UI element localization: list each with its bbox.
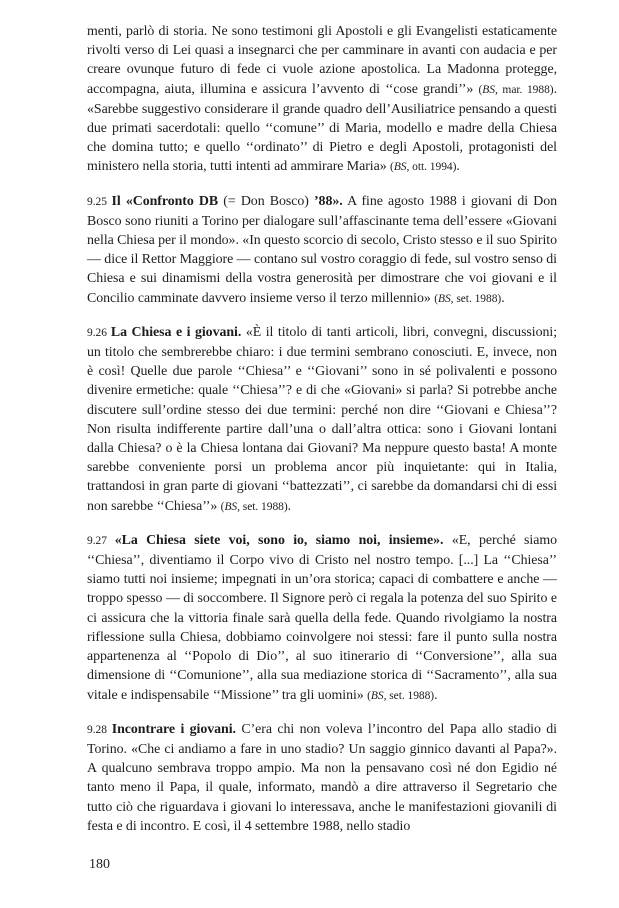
- citation-date: ott. 1994): [409, 161, 457, 174]
- body-text: .: [501, 290, 505, 306]
- section-number: 9.27: [87, 534, 115, 547]
- section-heading: Incontrare i giovani.: [111, 721, 236, 737]
- body-text: . «Sarebbe suggestivo considerare il grande quadro dell’Ausiliatrice pensando a questi due primati sacerdotali: quello ‘‘comune’’ di Maria, modello e madre della Chiesa che domina tutto; e quello ‘‘ordinato’’ di Pietro e degli Apostoli, protagonisti del ministero nella storia, tutti intenti ad ammirare Maria»: [87, 81, 557, 175]
- body-text: menti, parlò di storia. Ne sono testimoni gli Apostoli e gli Evangelisti estaticamente rivolti verso di Lei quasi a insegnarci che per camminare in avanti con audacia e per creare ovunque futuro di fede ci vuole azione apostolica. La Madonna protegge, accompagna, aiuta, illumina e assicura l’avvento di ‘‘cose grandi’’»: [87, 24, 557, 97]
- section-number: 9.26: [87, 326, 111, 339]
- paragraph-9-26: [87, 323, 557, 517]
- body-text: .: [287, 498, 292, 514]
- citation-source: BS,: [224, 500, 240, 513]
- citation: (BS, set. 1988): [220, 500, 288, 513]
- body-text: C’era chi non voleva l’incontro del Papa allo stadio di Torino. «Che ci andiamo a fare in uno stadio? Un saggio ginnico davanti al Papa?». A qualcuno sembrava troppo ampio. Ma non la pensavano così né don Egidio né tanto meno il Papa, il quale, informato, mandò a dire attraverso il Segretario che tutto ciò che riguardava i giovani lo interessava, anche le manifestazioni giovanili di festa e di incontro. E così, il 4 settembre 1988, nello stadio: [87, 721, 557, 834]
- paragraph-9-28: [87, 720, 557, 836]
- body-text: (= Don Bosco): [218, 193, 314, 209]
- paragraph-9-27: [87, 531, 557, 706]
- citation-date: set. 1988): [453, 292, 502, 305]
- citation: (BS, set. 1988): [367, 689, 435, 702]
- citation: (BS, set. 1988): [434, 292, 502, 305]
- body-text: «E, perché siamo ‘‘Chiesa’’, diventiamo il Corpo vivo di Cristo nel nostro tempo. [...] La ‘‘Chiesa’’ siamo tutti noi insieme; impegnati in un’ora storica; capaci di combattere e anche — troppo spesso — di soccombere. Il Signore però ci regala la potenza del suo Spirito e ci assicura che la vittoria finale sarà quella della fede. Quando rivolgiamo la nostra riflessione sulla Chiesa, dobbiamo coinvolgere noi stessi: fare il punto sulla nostra appartenenza al ‘‘Popolo di Dio’’, al suo itinerario di ‘‘Conversione’’, alla sua dimensione di ‘‘Comunione’’, alla sua mediazione storica di ‘‘Sacramento’’, alla sua vitale e indispensabile ‘‘Missione’’ tra gli uomini»: [87, 532, 557, 703]
- body-text: .: [456, 159, 460, 175]
- section-heading: La Chiesa e i giovani.: [110, 324, 242, 340]
- citation-date: set. 1988): [239, 500, 288, 513]
- citation-source: BS,: [393, 161, 410, 174]
- section-heading: «La Chiesa siete voi, sono io, siamo noi, insieme».: [114, 532, 444, 548]
- section-number: 9.25: [87, 195, 112, 208]
- citation-source: BS,: [438, 292, 454, 305]
- page-body: [87, 22, 557, 836]
- section-number: 9.28: [87, 723, 112, 736]
- body-text: «È il titolo di tanti articoli, libri, convegni, discussioni; un titolo che sembrerebbe chiaro: i due termini sembrano conosciuti. E, invece, non è così! Quelle due parole ‘‘Chiesa’’ e ‘‘Giovani’’ sono in sé polivalenti e possono divenire ermetiche: quale ‘‘Chiesa’’? e di che «Giovani» si parla? Si potrebbe anche discutere sull’ordine stesso dei due termini: perché non dire ‘‘Giovani e Chiesa’’? Non risulta indifferente partire dall’una o dall’altra ottica: sono i Giovani lontani dalla Chiesa? o è la Chiesa lontana dai Giovani? Ma neppure questo basta! A monte sarebbe conveniente porsi un problema ancor più inquietante: qui in Italia, trattandosi in gran parte di giovani ‘‘battezzati’’, ci sarebbe da domandarsi chi di essi non sarebbe ‘‘Chiesa’’»: [87, 324, 558, 514]
- citation-source: BS,: [370, 689, 387, 702]
- citation: (BS, mar. 1988): [478, 83, 554, 96]
- paragraph-9-25: [87, 192, 557, 309]
- section-heading: Il «Confronto DB: [111, 193, 219, 209]
- citation-source: BS,: [482, 83, 498, 96]
- body-text: .: [434, 687, 438, 703]
- body-text: A fine agosto 1988 i giovani di Don Bosco sono riuniti a Torino per dialogare sull’affascinante tema dell’essere «Giovani nella Chiesa per il mondo». «In questo scorcio di secolo, Cristo stesso e il suo Spirito — dice il Rettor Maggiore — contano sul vostro coraggio di fede, sul vostro senso di Chiesa e sui dinamismi della vostra generosità per dimostrare che voi giovani e il Concilio camminate davvero insieme verso il terzo millennio»: [87, 193, 557, 306]
- citation-date: set. 1988): [386, 689, 435, 702]
- citation: (BS, ott. 1994): [390, 161, 457, 174]
- paragraph-intro: [87, 22, 557, 178]
- citation-date: mar. 1988): [497, 83, 554, 96]
- section-heading: ’88».: [313, 193, 343, 209]
- page-number: 180: [89, 857, 110, 872]
